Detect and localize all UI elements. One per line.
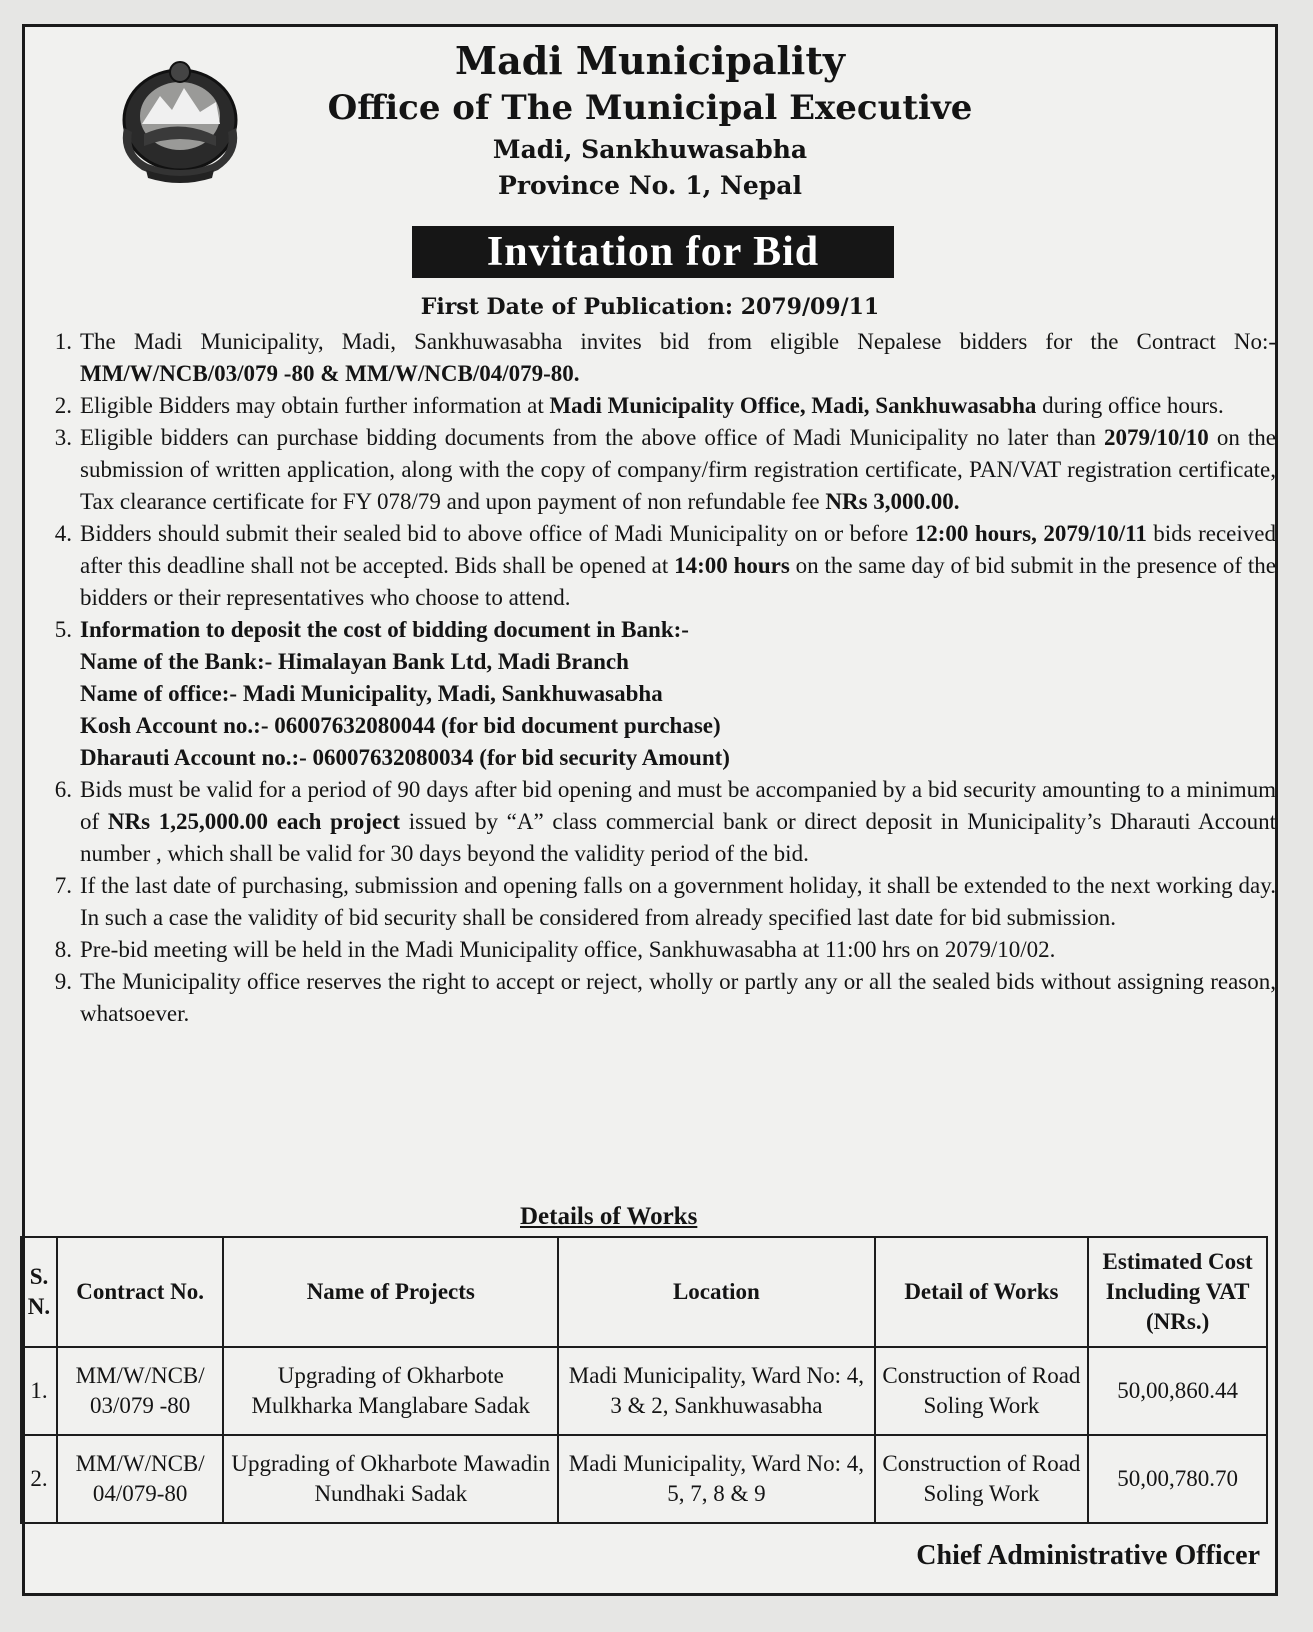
item-text <box>80 934 1276 966</box>
list-item <box>36 518 1276 614</box>
body-text: on the same day of bid submit in the presence of the bidders or their representatives who choose to attend. <box>80 553 1276 610</box>
body-text: during office hours. <box>1036 393 1224 418</box>
item-text <box>80 326 1276 390</box>
cell-location: Madi Municipality, Ward No: 4, 3 & 2, Sankhuwasabha <box>558 1347 874 1435</box>
body-text: Pre-bid meeting will be held in the Madi Municipality office, Sankhuwasabha at 11:00 hrs on 2079/10/02. <box>80 937 1056 962</box>
bank-info-line: Name of the Bank:- Himalayan Bank Ltd, Madi Branch <box>80 649 629 674</box>
cell-contract-no: MM/W/NCB/ 03/079 -80 <box>57 1347 223 1435</box>
nepal-emblem-icon <box>112 58 248 184</box>
column-header-estimated-cost: Estimated Cost Including VAT (NRs.) <box>1088 1237 1267 1347</box>
emphasis-text: 12:00 hours, 2079/10/11 <box>914 521 1147 546</box>
cell-project-name: Upgrading of Okharbote Mulkharka Manglabare Sadak <box>223 1347 558 1435</box>
emphasis-text: 14:00 hours <box>674 553 790 578</box>
body-text: Bidders should submit their sealed bid to above office of Madi Municipality on or before <box>80 521 915 546</box>
cell-work-detail: Construction of Road Soling Work <box>875 1435 1089 1523</box>
works-heading: Details of Works <box>520 1203 698 1230</box>
item-number: 9. <box>54 969 72 994</box>
item-number: 1. <box>54 329 72 354</box>
body-text: Eligible Bidders may obtain further information at <box>80 393 550 418</box>
notice-header <box>250 38 1050 204</box>
item-number: 6. <box>54 777 72 802</box>
signatory: Chief Administrative Officer <box>916 1540 1260 1571</box>
emphasis-text: 2079/10/10 <box>1103 425 1209 450</box>
cell-location: Madi Municipality, Ward No: 4, 5, 7, 8 & 9 <box>558 1435 874 1523</box>
bank-info-line: Name of office:- Madi Municipality, Madi, Sankhuwasabha <box>80 681 663 706</box>
body-text: The Municipality office reserves the right to accept or reject, wholly or partly any or all the sealed bids without assigning reason, whatsoever. <box>80 969 1276 1026</box>
list-item <box>36 870 1276 934</box>
list-item <box>36 614 1276 774</box>
emphasis-text: MM/W/NCB/03/079 -80 & MM/W/NCB/04/079-80. <box>80 361 580 386</box>
item-number: 7. <box>54 873 72 898</box>
office-name: Office of The Municipal Executive <box>327 88 973 128</box>
works-table-header <box>21 1237 1267 1347</box>
cell-contract-no: MM/W/NCB/ 04/079-80 <box>57 1435 223 1523</box>
cell-work-detail: Construction of Road Soling Work <box>875 1347 1089 1435</box>
column-header-contract-no: Contract No. <box>57 1237 223 1347</box>
address-line-2: Province No. 1, Nepal <box>498 171 802 200</box>
body-text: on the submission of written application, along with the copy of company/firm registration certificate, PAN/VAT registration certificate, Tax clearance certificate for FY 078/79 and upon payment of non refundable fee <box>80 425 1276 514</box>
list-item <box>36 934 1276 966</box>
item-text <box>80 870 1276 934</box>
cell-estimated-cost: 50,00,860.44 <box>1088 1347 1267 1435</box>
notice-title: Invitation for Bid <box>486 229 820 275</box>
emphasis-text: NRs 3,000.00. <box>825 489 960 514</box>
bank-info-line: Kosh Account no.:- 06007632080044 (for bid document purchase) <box>80 713 721 738</box>
notice-items <box>36 326 1276 1030</box>
works-table <box>20 1236 1268 1524</box>
list-item <box>36 326 1276 390</box>
item-text <box>80 518 1276 614</box>
bank-info-line: Dharauti Account no.:- 06007632080034 (for bid security Amount) <box>80 745 730 770</box>
body-text: issued by “A” class commercial bank or direct deposit in Municipality’s Dharauti Account number , which shall be valid for 30 days beyond the validity period of the bid. <box>80 809 1276 866</box>
item-number: 5. <box>54 617 72 642</box>
emphasis-text: NRs 1,25,000.00 each project <box>107 809 401 834</box>
body-text: If the last date of purchasing, submission and opening falls on a government holiday, it shall be extended to the next working day. In such a case the validity of bid security shall be considered from already specified last date for bid submission. <box>80 873 1276 930</box>
organization-name: Madi Municipality <box>455 38 845 83</box>
column-header-location: Location <box>558 1237 874 1347</box>
table-row <box>21 1347 1267 1435</box>
table-row <box>21 1435 1267 1523</box>
cell-estimated-cost: 50,00,780.70 <box>1088 1435 1267 1523</box>
address-line-1: Madi, Sankhuwasabha <box>492 135 808 164</box>
item-number: 3. <box>54 425 72 450</box>
column-header-work-detail: Detail of Works <box>875 1237 1089 1347</box>
item-number: 2. <box>54 393 72 418</box>
item-text <box>80 774 1276 870</box>
list-item <box>36 390 1276 422</box>
body-text: The Madi Municipality, Madi, Sankhuwasabha invites bid from eligible Nepalese bidders for the Contract No:- <box>80 329 1276 354</box>
item-text <box>80 966 1276 1030</box>
column-header-project-name: Name of Projects <box>223 1237 558 1347</box>
title-banner <box>412 226 894 278</box>
body-text: bids received after this deadline shall not be accepted. Bids shall be opened at <box>80 521 1276 578</box>
item-text <box>80 422 1276 518</box>
cell-project-name: Upgrading of Okharbote Mawadin Nundhaki Sadak <box>223 1435 558 1523</box>
cell-sn: 1. <box>21 1347 57 1435</box>
item-text <box>80 614 1276 774</box>
column-header-sn: S. N. <box>21 1237 57 1347</box>
list-item <box>36 422 1276 518</box>
list-item <box>36 966 1276 1030</box>
item-text <box>80 390 1276 422</box>
body-text: Bids must be valid for a period of 90 days after bid opening and must be accompanied by a bid security amounting to a minimum of <box>80 777 1276 834</box>
body-text: Eligible bidders can purchase bidding documents from the above office of Madi Municipality no later than <box>80 425 1104 450</box>
publication-date: First Date of Publication: 2079/09/11 <box>420 294 880 320</box>
emphasis-text: Madi Municipality Office, Madi, Sankhuwasabha <box>549 393 1037 418</box>
item-number: 8. <box>54 937 72 962</box>
item-number: 4. <box>54 521 72 546</box>
list-item <box>36 774 1276 870</box>
bank-info-line: Information to deposit the cost of bidding document in Bank:- <box>80 617 689 642</box>
cell-sn: 2. <box>21 1435 57 1523</box>
